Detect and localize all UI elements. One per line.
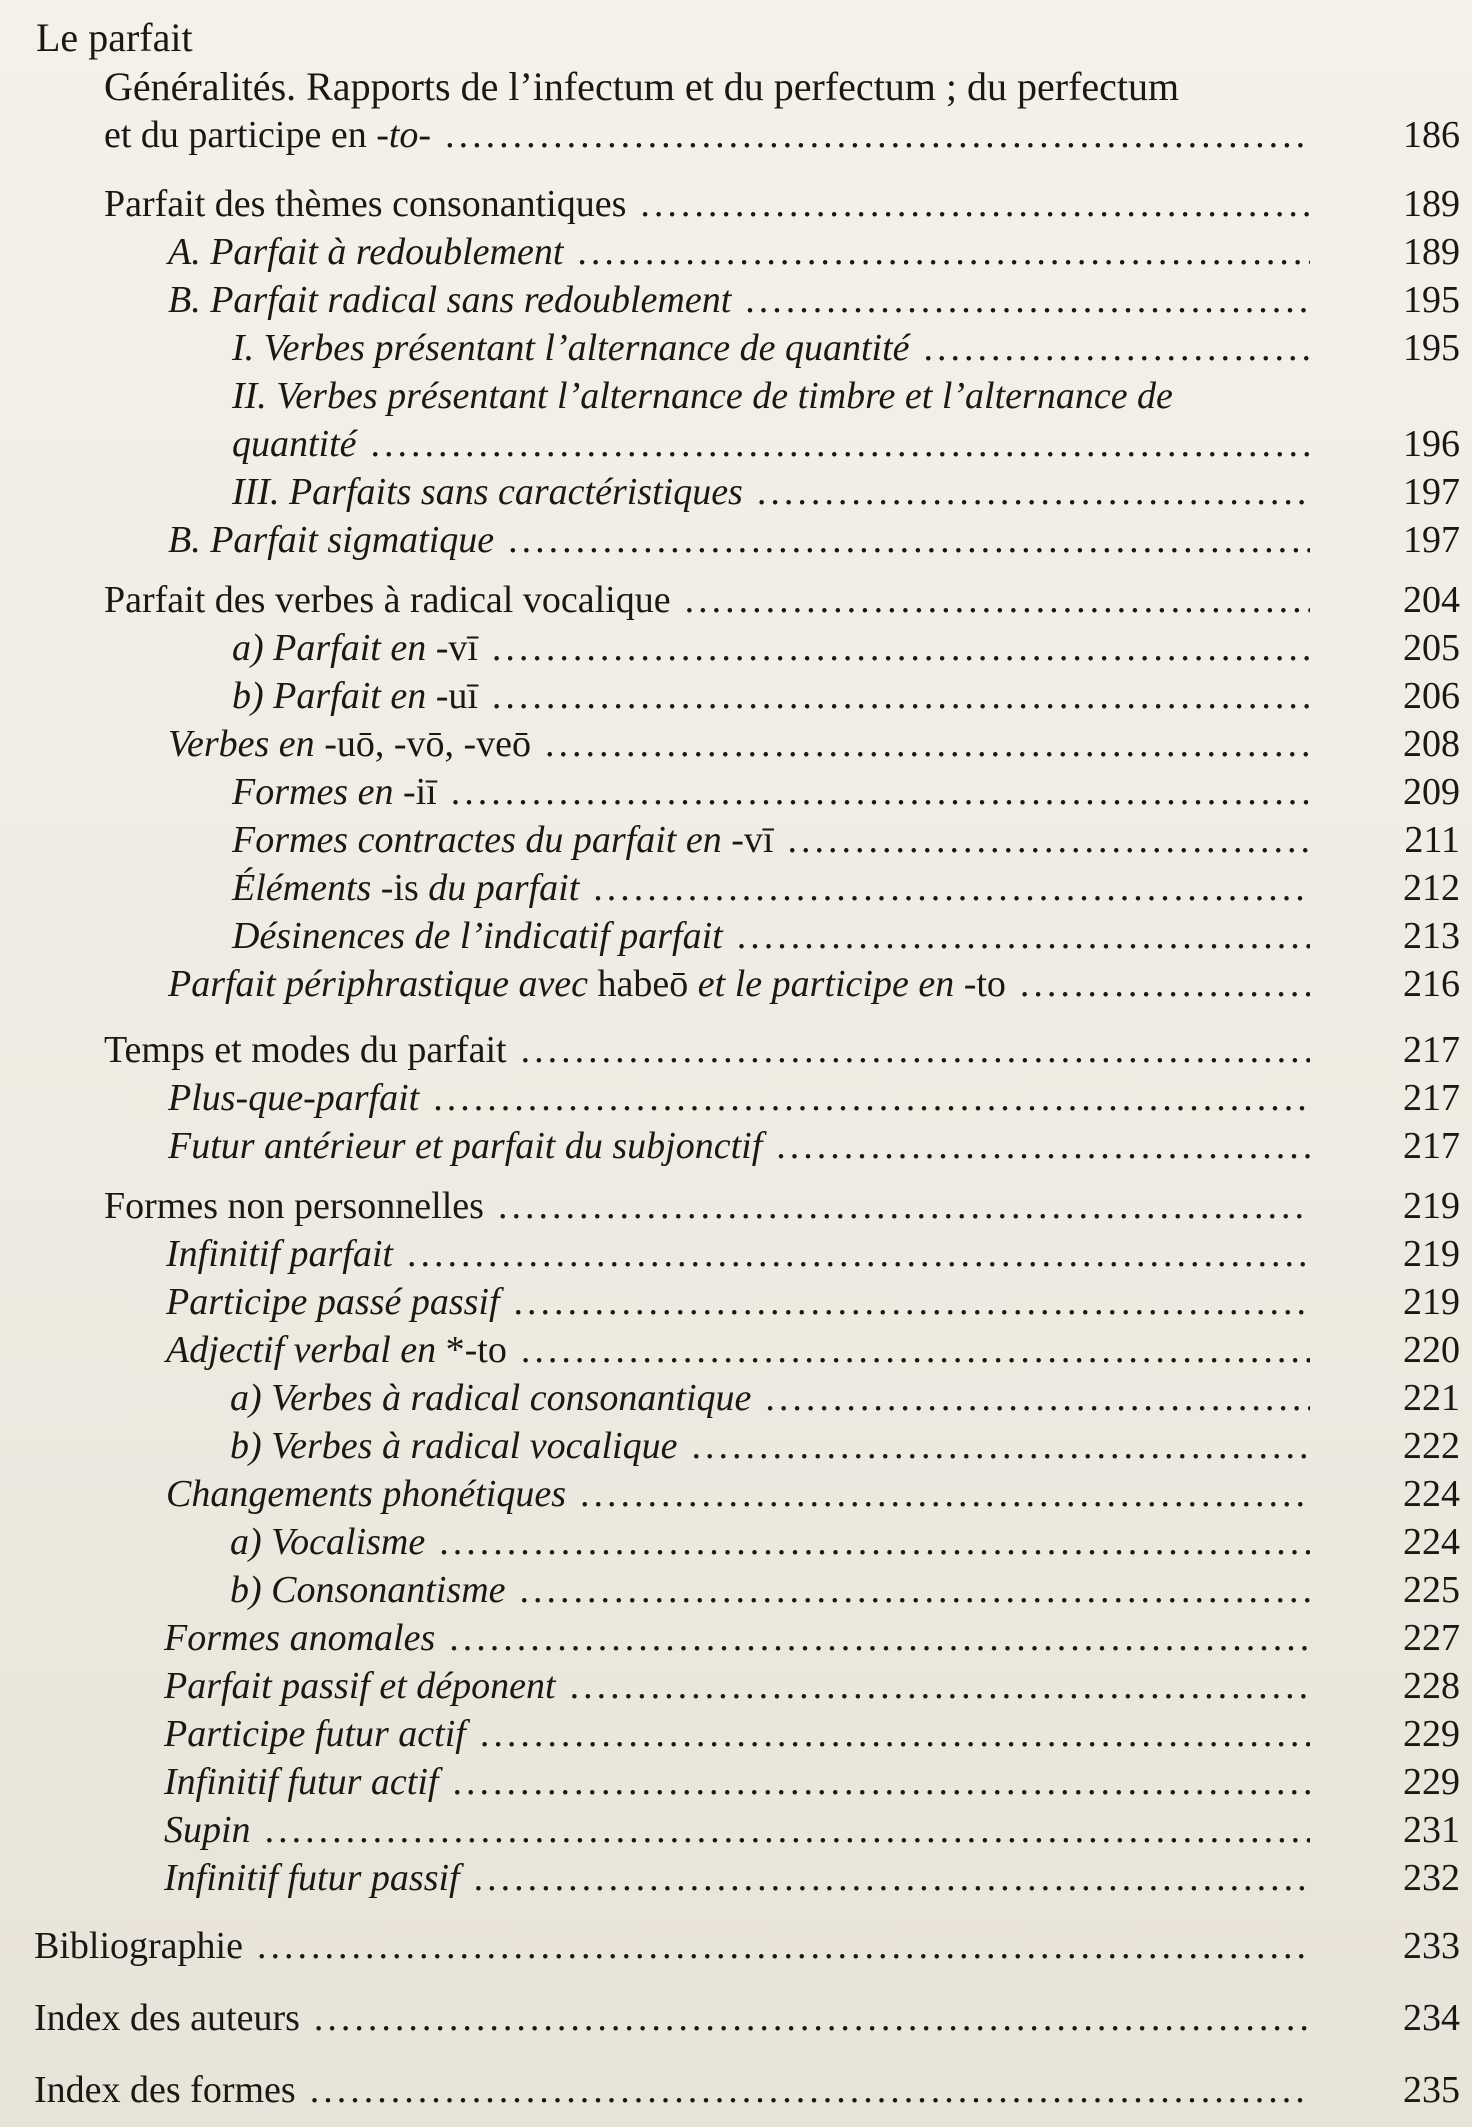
page-number: 196	[1403, 423, 1460, 465]
dot-leader	[492, 624, 1310, 672]
toc-entry	[0, 1518, 1472, 1570]
toc-entry-title: b) Verbes à radical vocalique	[230, 1425, 678, 1467]
page-number: 222	[1403, 1425, 1460, 1467]
dot-leader	[480, 1710, 1310, 1758]
page-number: 225	[1403, 1569, 1460, 1611]
page-number: 211	[1404, 819, 1460, 861]
toc-entry-title: Formes en -iī	[232, 771, 437, 813]
toc-entry	[0, 624, 1472, 676]
page-number: 235	[1403, 2069, 1460, 2111]
dot-leader	[449, 1614, 1310, 1662]
page-number: 189	[1403, 231, 1460, 273]
toc-entry	[0, 1922, 1472, 1974]
page-number: 197	[1403, 471, 1460, 513]
toc-entry-title: III. Parfaits sans caractéristiques	[232, 471, 743, 513]
page-number: 213	[1403, 915, 1460, 957]
toc-entry	[0, 1470, 1472, 1522]
toc-entry-title: Supin	[164, 1809, 251, 1851]
dot-leader	[371, 420, 1310, 468]
page-number: 189	[1403, 183, 1460, 225]
toc-entry	[0, 1374, 1472, 1426]
dot-leader	[737, 912, 1310, 960]
dot-leader	[474, 1854, 1310, 1902]
dot-leader	[439, 1518, 1310, 1566]
dot-leader	[765, 1374, 1310, 1422]
page-number: 224	[1403, 1521, 1460, 1563]
toc-entry-title: B. Parfait sigmatique	[168, 519, 495, 561]
page-number: 205	[1403, 627, 1460, 669]
toc-entry-title: Parfait des verbes à radical vocalique	[104, 579, 671, 621]
toc-entry-title: Éléments -is du parfait	[232, 867, 580, 909]
toc-entry-title: Parfait périphrastique avec habeō et le participe en -to	[168, 963, 1006, 1005]
toc-entry	[0, 276, 1472, 328]
toc-entry	[0, 1326, 1472, 1378]
dot-leader	[776, 1122, 1310, 1170]
dot-leader	[521, 1026, 1310, 1074]
toc-entry-title: Formes anomales	[164, 1617, 436, 1659]
toc-entry	[0, 1662, 1472, 1714]
page-number: 209	[1403, 771, 1460, 813]
page-number: 229	[1403, 1761, 1460, 1803]
toc-entry-title: A. Parfait à redoublement	[168, 231, 564, 273]
dot-leader	[520, 1566, 1311, 1614]
toc-entry	[0, 2066, 1472, 2118]
page-number: 206	[1403, 675, 1460, 717]
dot-leader	[508, 516, 1310, 564]
dot-leader	[640, 180, 1310, 228]
toc-entry-title: Temps et modes du parfait	[104, 1029, 507, 1071]
page-number: 229	[1403, 1713, 1460, 1755]
dot-leader	[691, 1422, 1310, 1470]
toc-entry-title: b) Consonantisme	[230, 1569, 506, 1611]
page-number: 197	[1403, 519, 1460, 561]
toc-entry	[0, 468, 1472, 520]
toc-entry-title: Index des auteurs	[34, 1997, 300, 2039]
toc-entry-title: Infinitif futur actif	[164, 1761, 439, 1803]
toc-entry-title: a) Vocalisme	[230, 1521, 426, 1563]
page-number: 216	[1403, 963, 1460, 1005]
page-number: 195	[1403, 327, 1460, 369]
toc-entry-title: B. Parfait radical sans redoublement	[168, 279, 732, 321]
toc-entry-title: Formes contractes du parfait en -vī	[232, 819, 774, 861]
page-number: 231	[1403, 1809, 1460, 1851]
page-number: 234	[1403, 1997, 1460, 2039]
toc-entry	[0, 1806, 1472, 1858]
dot-leader	[757, 468, 1310, 516]
dot-leader	[265, 1806, 1310, 1854]
dot-leader	[452, 1758, 1310, 1806]
page-number: 220	[1403, 1329, 1460, 1371]
dot-leader	[314, 1994, 1310, 2042]
dot-leader	[310, 2066, 1310, 2114]
dot-leader	[580, 1470, 1310, 1518]
dot-leader	[521, 1326, 1310, 1374]
page-number: 219	[1403, 1233, 1460, 1275]
toc-entry	[0, 1278, 1472, 1330]
toc-entry	[0, 576, 1472, 628]
dot-leader	[593, 864, 1310, 912]
toc-entry	[0, 960, 1472, 1012]
page-number: 204	[1403, 579, 1460, 621]
page-number: 228	[1403, 1665, 1460, 1707]
dot-leader	[787, 816, 1310, 864]
toc-entry-title: II. Verbes présentant l’alternance de timbre et l’alternance de	[232, 375, 1173, 417]
toc-entry	[0, 111, 1472, 163]
toc-entry	[0, 672, 1472, 724]
toc-entry-title: Index des formes	[34, 2069, 296, 2111]
dot-leader	[498, 1182, 1310, 1230]
toc-entry-title: Parfait passif et déponent	[164, 1665, 556, 1707]
page-number: 186	[1403, 114, 1460, 156]
toc-entry	[0, 912, 1472, 964]
toc-entry-title: Plus-que-parfait	[168, 1077, 420, 1119]
page-number: 212	[1403, 867, 1460, 909]
dot-leader	[924, 324, 1310, 372]
toc-entry	[0, 816, 1472, 868]
toc-entry-title: Formes non personnelles	[104, 1185, 484, 1227]
page-number: 195	[1403, 279, 1460, 321]
toc-entry	[0, 1230, 1472, 1282]
toc-entry	[0, 420, 1472, 472]
toc-entry	[0, 1182, 1472, 1234]
dot-leader	[577, 228, 1310, 276]
toc-entry-title: Participe passé passif	[166, 1281, 500, 1323]
dot-leader	[492, 672, 1310, 720]
toc-entry	[0, 720, 1472, 772]
toc-entry	[0, 180, 1472, 232]
intro-line: Généralités. Rapports de l’infectum et du perfectum ; du perfectum	[104, 64, 1180, 109]
toc-entry-title: Bibliographie	[34, 1925, 243, 1967]
toc-entry-title: Futur antérieur et parfait du subjonctif	[168, 1125, 763, 1167]
toc-entry	[0, 372, 1472, 424]
toc-entry-title: Infinitif futur passif	[164, 1857, 460, 1899]
toc-entry-title: quantité	[232, 423, 357, 465]
toc-entry-title: Infinitif parfait	[166, 1233, 393, 1275]
dot-leader	[545, 720, 1310, 768]
toc-entry	[0, 1994, 1472, 2046]
dot-leader	[685, 576, 1310, 624]
dot-leader	[745, 276, 1310, 324]
toc-entry-title: et du participe en -to-	[104, 114, 432, 156]
page-number: 208	[1403, 723, 1460, 765]
toc-entry-title: Changements phonétiques	[166, 1473, 567, 1515]
toc-entry	[0, 1422, 1472, 1474]
toc-entry	[0, 1122, 1472, 1174]
toc-entry	[0, 1074, 1472, 1126]
toc-entry-title: Désinences de l’indicatif parfait	[232, 915, 723, 957]
toc-entry-title: I. Verbes présentant l’alternance de quantité	[232, 327, 910, 369]
page-number: 219	[1403, 1185, 1460, 1227]
toc-entry-title: b) Parfait en -uī	[232, 675, 478, 717]
dot-leader	[451, 768, 1310, 816]
dot-leader	[257, 1922, 1310, 1970]
toc-entry	[0, 1566, 1472, 1618]
dot-leader	[514, 1278, 1310, 1326]
toc-entry	[0, 1710, 1472, 1762]
page-number: 217	[1403, 1125, 1460, 1167]
page-number: 232	[1403, 1857, 1460, 1899]
page-number: 221	[1403, 1377, 1460, 1419]
toc-entry	[0, 768, 1472, 820]
toc-entry	[0, 1614, 1472, 1666]
page-number: 224	[1403, 1473, 1460, 1515]
dot-leader	[570, 1662, 1310, 1710]
page-number: 219	[1403, 1281, 1460, 1323]
toc-entry-title: Parfait des thèmes consonantiques	[104, 183, 627, 225]
page-number: 217	[1403, 1077, 1460, 1119]
page-number: 227	[1403, 1617, 1460, 1659]
toc-entry	[0, 864, 1472, 916]
dot-leader	[433, 1074, 1310, 1122]
toc-entry-title: a) Verbes à radical consonantique	[230, 1377, 752, 1419]
toc-entry	[0, 324, 1472, 376]
page-number: 217	[1403, 1029, 1460, 1071]
dot-leader	[445, 111, 1310, 159]
dot-leader	[1020, 960, 1310, 1008]
toc-entry	[0, 228, 1472, 280]
dot-leader	[407, 1230, 1310, 1278]
toc-entry-title: Verbes en -uō, -vō, -veō	[168, 723, 532, 765]
page-number: 233	[1403, 1925, 1460, 1967]
toc-entry-title: Adjectif verbal en *-to	[166, 1329, 507, 1371]
toc-entry-title: a) Parfait en -vī	[232, 627, 478, 669]
toc-entry-title: Participe futur actif	[164, 1713, 466, 1755]
toc-entry	[0, 1854, 1472, 1906]
toc-entry	[0, 1026, 1472, 1078]
toc-entry	[0, 516, 1472, 568]
toc-entry	[0, 1758, 1472, 1810]
section-heading: Le parfait	[36, 15, 193, 60]
